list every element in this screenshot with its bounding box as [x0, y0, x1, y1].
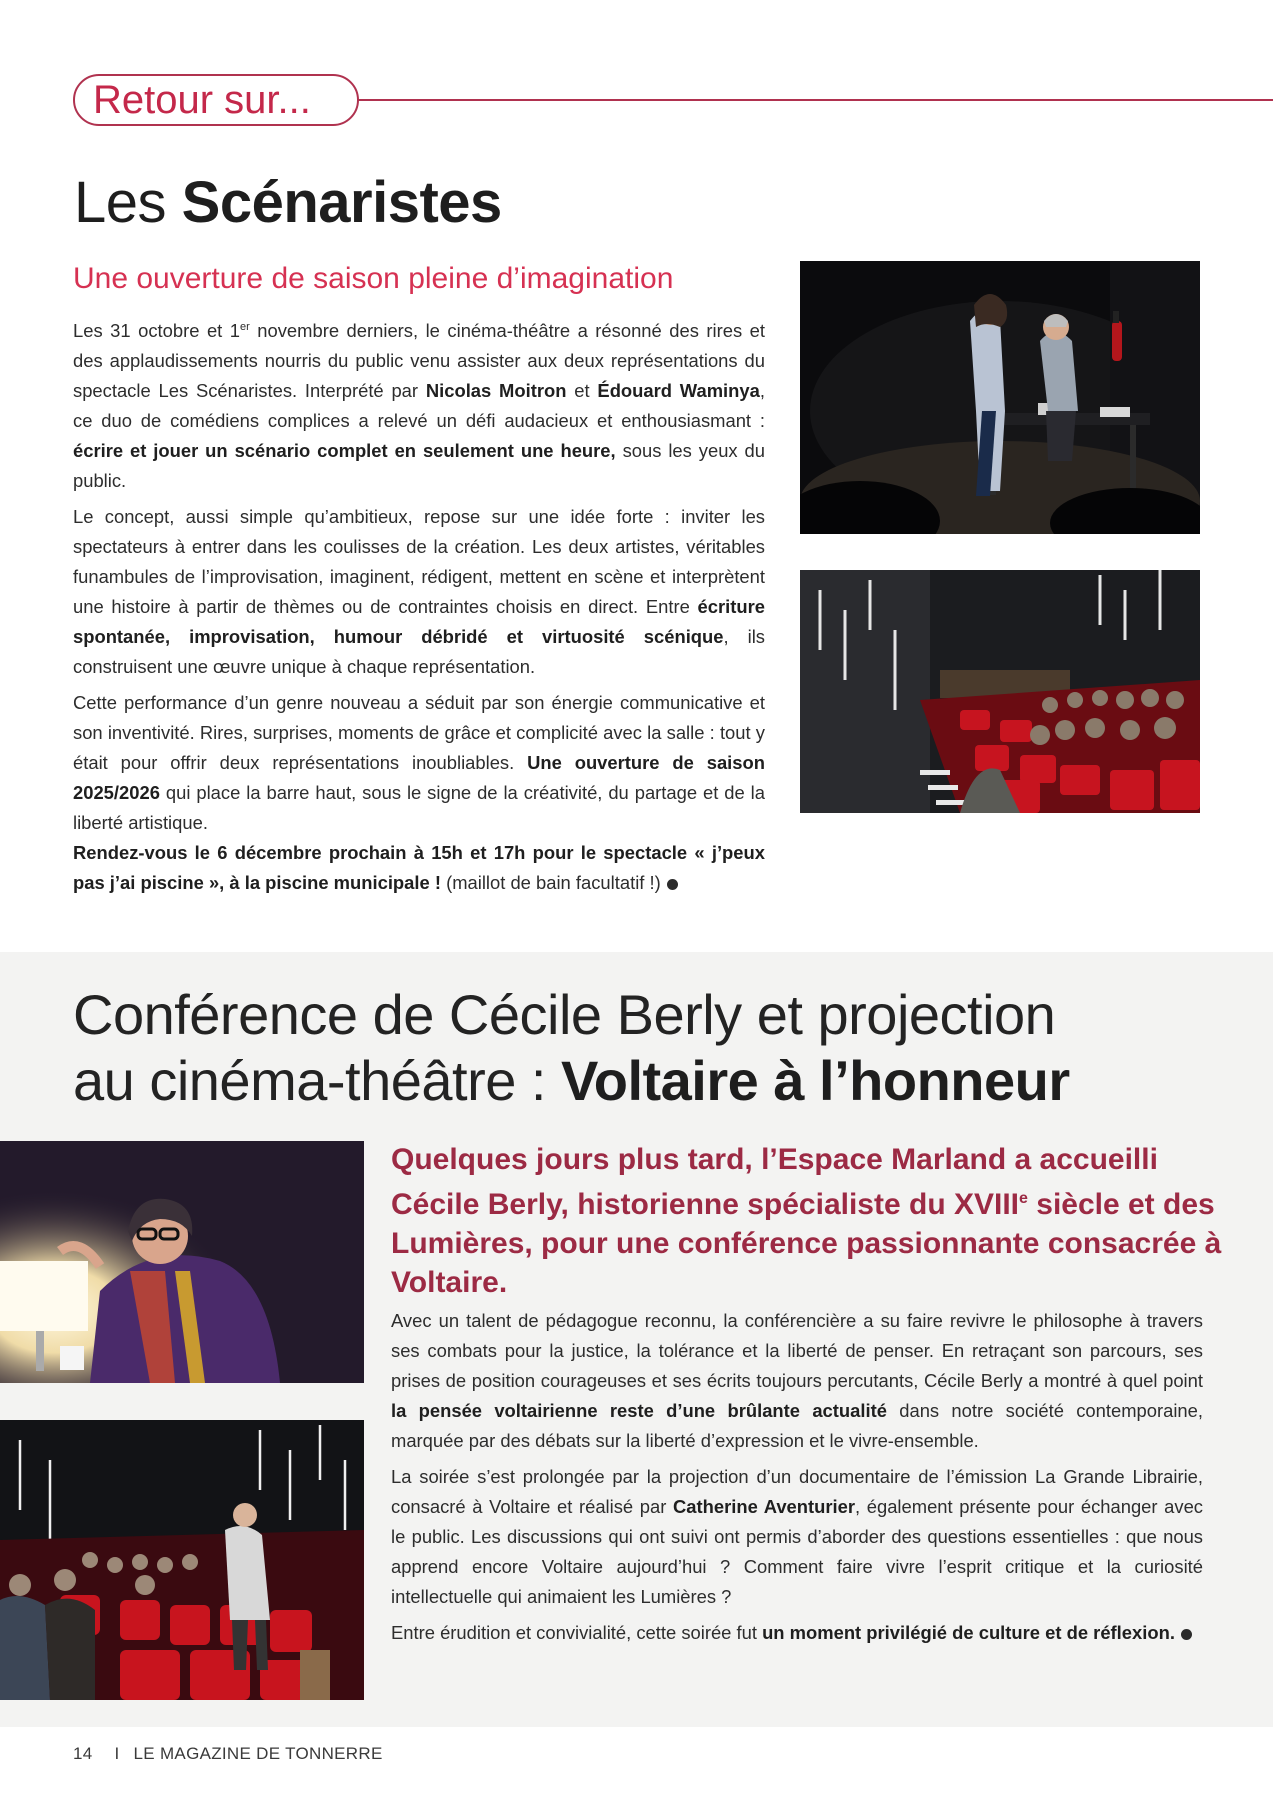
- photo-audience-projection: [0, 1420, 364, 1700]
- article1-title-bold: Scénaristes: [181, 170, 502, 235]
- article2-paragraph-3: Entre érudition et convivialité, cette soirée fut un moment privilégié de culture et de réflexion.: [391, 1618, 1203, 1648]
- article2-lead: Quelques jours plus tard, l’Espace Marland a accueilli Cécile Berly, historienne spécialiste du XVIIIe siècle et des Lumières, pour une conférence passionnante consacrée à Voltaire.: [391, 1143, 1222, 1299]
- article1-paragraph-1: Les 31 octobre et 1er novembre derniers, le cinéma-théâtre a résonné des rires et des applaudissements nourris du public venu assister aux deux représentations du spectacle Les Scénaristes. Interprété par Nicolas Moitron et Édouard Waminya, ce duo de comédiens complices a relevé un défi audacieux et enthousiasmant : écrire et jouer un scénario complet en seulement une heure, sous les yeux du public.: [73, 320, 765, 492]
- end-bullet-icon: [1181, 1629, 1192, 1640]
- page-footer: [73, 1744, 383, 1764]
- end-bullet-icon: [667, 879, 678, 890]
- header-rule: [358, 99, 1273, 101]
- page-number: 14: [73, 1744, 93, 1763]
- article1-body: [73, 312, 765, 898]
- photo-actors-on-stage: [800, 261, 1200, 534]
- article2-paragraph-2: La soirée s’est prolongée par la projection d’un documentaire de l’émission La Grande Librairie, consacré à Voltaire et réalisé par Catherine Aventurier, également présente pour échanger avec le public. Les discussions qui ont suivi ont permis d’aborder des questions essentielles : que nous apprend encore Voltaire aujourd’hui ? Comment faire vivre l’esprit critique et la curiosité intellectuelle qui animaient les Lumières ?: [391, 1466, 1203, 1607]
- article1-title-light: Les: [74, 170, 182, 235]
- article2-title: Conférence de Cécile Berly et projection au cinéma-théâtre : Voltaire à l’honneur: [73, 983, 1070, 1112]
- article1-title: [74, 168, 502, 238]
- magazine-name: LE MAGAZINE DE TONNERRE: [133, 1744, 383, 1763]
- article2-body: [391, 1306, 1203, 1648]
- section-label: Retour sur...: [73, 74, 359, 126]
- photo-theatre-audience: [800, 570, 1200, 813]
- article2-paragraph-1: Avec un talent de pédagogue reconnu, la conférencière a su faire revivre le philosophe à travers ses combats pour la justice, la tolérance et la liberté de penser. En retraçant son parcours, ses prises de position courageuses et ses écrits toujours percutants, Cécile Berly a montré à quel point la pensée voltairienne reste d’une brûlante actualité dans notre société contemporaine, marquée par des débats sur la liberté d’expression et le vivre-ensemble.: [391, 1310, 1203, 1451]
- article1-subtitle: Une ouverture de saison pleine d’imagination: [73, 262, 674, 295]
- photo-cecile-berly: [0, 1141, 364, 1383]
- article1-paragraph-3: Cette performance d’un genre nouveau a séduit par son énergie communicative et son inventivité. Rires, surprises, moments de grâce et complicité avec la salle : tout y était pour offrir deux représentations inoubliables. Une ouverture de saison 2025/2026 qui place la barre haut, sous le signe de la créativité, du partage et de la liberté artistique. Rendez-vous le 6 décembre prochain à 15h et 17h pour le spectacle « j’peux pas j’ai piscine », à la piscine municipale ! (maillot de bain facultatif !): [73, 692, 765, 894]
- footer-separator: I: [114, 1744, 120, 1763]
- article1-paragraph-2: Le concept, aussi simple qu’ambitieux, repose sur une idée forte : inviter les spectateurs à entrer dans les coulisses de la création. Les deux artistes, véritables funambules de l’improvisation, imaginent, rédigent, mettent en scène et interprètent une histoire à partir de thèmes ou de contraintes choisis en direct. Entre écriture spontanée, improvisation, humour débridé et virtuosité scénique, ils construisent une œuvre unique à chaque représentation.: [73, 506, 765, 678]
